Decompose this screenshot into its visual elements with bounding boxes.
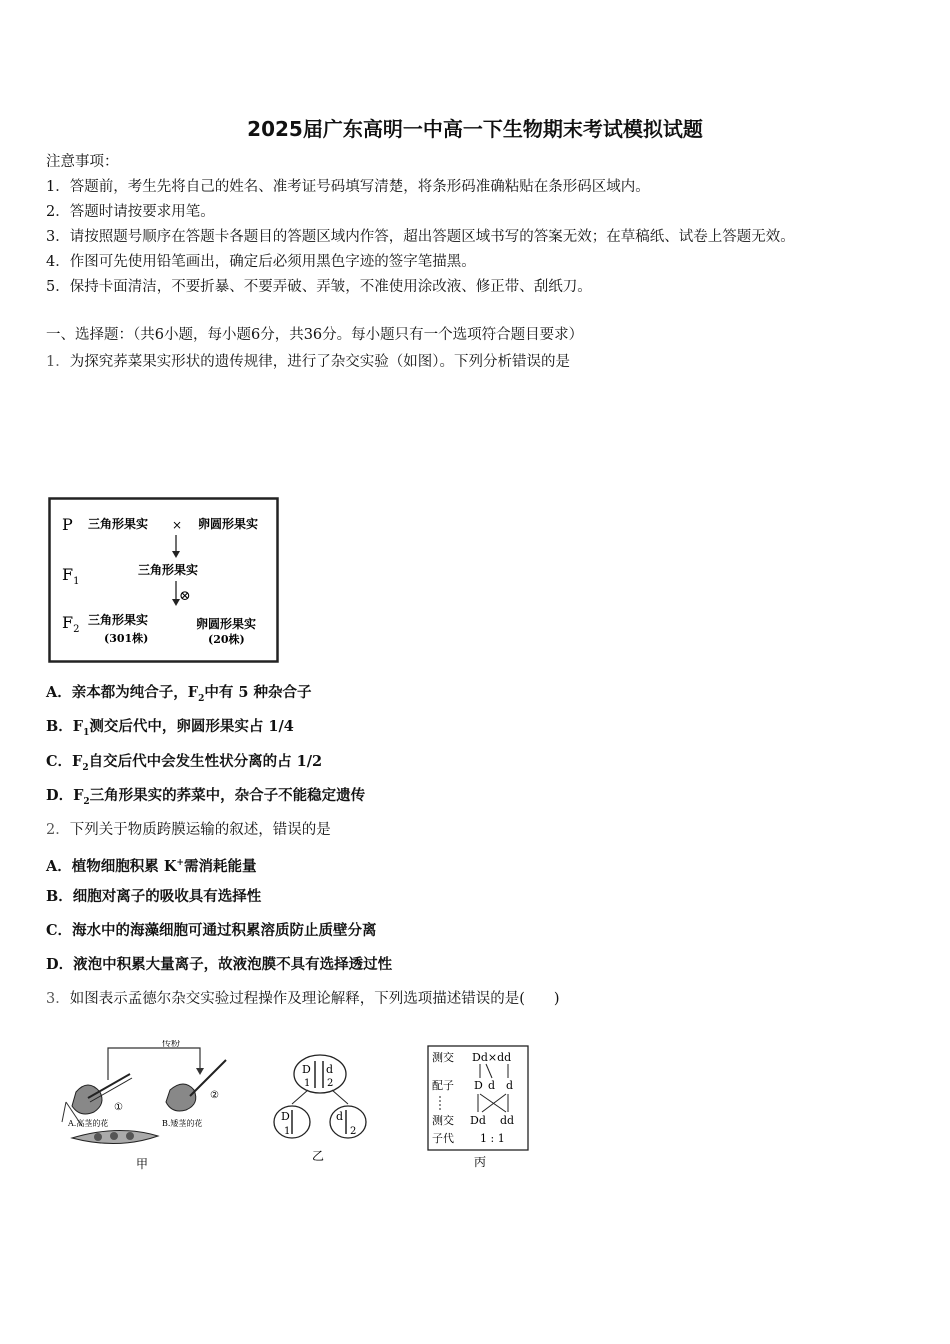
arrow-head	[196, 1068, 204, 1075]
row-label-testcross: 测交	[432, 1114, 454, 1127]
pea	[94, 1133, 102, 1141]
cross-diagram-figure	[48, 497, 282, 665]
f2-oval-count: (20株)	[208, 633, 245, 646]
notice-item: 5．保持卡面清洁，不要折暴、不要弄破、弄皱，不准使用涂改液、修正带、刮纸刀。	[46, 279, 592, 295]
q2-option-d: D．液泡中积累大量离子，故液泡膜不具有选择透过性	[46, 956, 393, 973]
row-label-gametes: 配子	[432, 1079, 454, 1092]
row-label-testcross: 测交	[432, 1051, 454, 1064]
q1-option-a: A．亲本都为纯合子，$F_2$中有 5 种杂合子	[46, 684, 312, 704]
allele-d: d	[326, 1063, 334, 1076]
testcross-parents: Dd×dd	[472, 1051, 512, 1064]
figure-caption-yi: 乙	[312, 1149, 325, 1163]
notice-item: 2．答题时请按要求用笔。	[46, 204, 215, 220]
question-2-stem	[46, 820, 331, 840]
chromosome-2: 2	[350, 1126, 357, 1137]
chromosome-1: 1	[304, 1078, 311, 1089]
allele-D: D	[302, 1063, 311, 1076]
figure-caption-bing: 丙	[474, 1155, 487, 1169]
f2-triangular: 三角形果实	[88, 613, 149, 627]
q1-option-c: C．$F_2$自交后代中会发生性状分离的占 1/2	[46, 753, 323, 773]
question-number: 2．	[46, 822, 70, 838]
pea	[110, 1132, 118, 1140]
f2-triangular-count: (301株)	[104, 632, 149, 645]
question-text: 如图表示孟德尔杂交实验过程操作及理论解释，下列选项描述错误的是( )	[69, 991, 560, 1007]
pollination-label: 传粉	[162, 1040, 181, 1049]
question-3-stem	[46, 989, 560, 1009]
flower-a	[72, 1085, 102, 1114]
figure-caption-jia: 甲	[136, 1157, 149, 1171]
notice-item: 3．请按照题号顺序在答题卡各题目的答题区域内作答，超出答题区域书写的答案无效；在草稿纸、试卷上答题无效。	[46, 229, 795, 245]
q1-option-d: D．$F_2$三角形果实的荞菜中，杂合子不能稳定遗传	[46, 787, 366, 807]
q2-option-b: B．细胞对离子的吸收具有选择性	[46, 888, 262, 905]
question-text: 下列关于物质跨膜运输的叙述，错误的是	[69, 822, 331, 838]
selfing-symbol: ⊗	[179, 588, 191, 604]
label-p: P	[62, 515, 73, 534]
offspring-ratio: 1 : 1	[480, 1132, 505, 1145]
division-line	[292, 1090, 308, 1104]
figure-jia-pollination	[58, 1040, 248, 1175]
q1-option-b: B．$F_1$测交后代中，卵圆形果实占 1/4	[46, 718, 294, 738]
chromosome-1: 1	[284, 1126, 291, 1137]
label-f1: $F_1$	[62, 565, 80, 587]
tall-flower-label: A.高茎的花	[68, 1119, 109, 1128]
short-flower-label: B.矮茎的花	[162, 1119, 203, 1128]
label-f2: $F_2$	[62, 613, 80, 635]
offspring-Dd: Dd	[470, 1114, 486, 1127]
row-label-offspring: 子代	[432, 1132, 454, 1145]
question-text: 为探究荞菜果实形状的遗传规律，进行了杂交实验（如图）。下列分析错误的是	[69, 354, 570, 370]
offspring-dd: dd	[500, 1114, 515, 1127]
cross-symbol: ×	[172, 518, 183, 532]
step-2-marker: ②	[210, 1090, 219, 1101]
gamete-d: d	[506, 1079, 514, 1092]
f2-oval: 卵圆形果实	[196, 617, 257, 631]
f1-phenotype: 三角形果实	[138, 563, 199, 577]
allele-d: d	[336, 1110, 344, 1123]
gamete-D: D	[474, 1079, 483, 1092]
step-1-marker: ①	[114, 1102, 123, 1113]
flower-b	[166, 1084, 196, 1111]
parent-triangular: 三角形果实	[88, 517, 149, 531]
question-1-stem	[46, 352, 570, 372]
pollination-path	[108, 1048, 200, 1080]
question-number: 1．	[46, 354, 70, 370]
chromosome-2: 2	[327, 1078, 334, 1089]
notice-item: 1．答题前，考生先将自己的姓名、准考证号码填写清楚，将条形码准确粘贴在条形码区域内。	[46, 179, 650, 195]
figure-yi-segregation	[270, 1052, 370, 1167]
tweezers	[88, 1074, 130, 1098]
notice-heading: 注意事项：	[46, 154, 119, 170]
exam-title: 2025届广东高明一中高一下生物期末考试模拟试题	[247, 117, 703, 141]
gamete-d: d	[488, 1079, 496, 1092]
brush	[190, 1060, 226, 1096]
parent-oval: 卵圆形果实	[198, 517, 259, 531]
division-line	[332, 1090, 348, 1104]
question-number: 3．	[46, 991, 70, 1007]
pea	[126, 1132, 134, 1140]
notice-item: 4．作图可先使用铅笔画出，确定后必须用黑色字迹的签字笔描黑。	[46, 254, 476, 270]
q2-option-c: C．海水中的海藻细胞可通过积累溶质防止质壁分离	[46, 922, 377, 939]
figure-bing-testcross	[408, 1044, 538, 1174]
section-heading: 一、选择题：（共6小题，每小题6分，共36分。每小题只有一个选项符合题目要求）	[46, 327, 584, 343]
q2-option-a: A．植物细胞积累 K+需消耗能量	[46, 857, 257, 875]
allele-D: D	[281, 1110, 290, 1123]
